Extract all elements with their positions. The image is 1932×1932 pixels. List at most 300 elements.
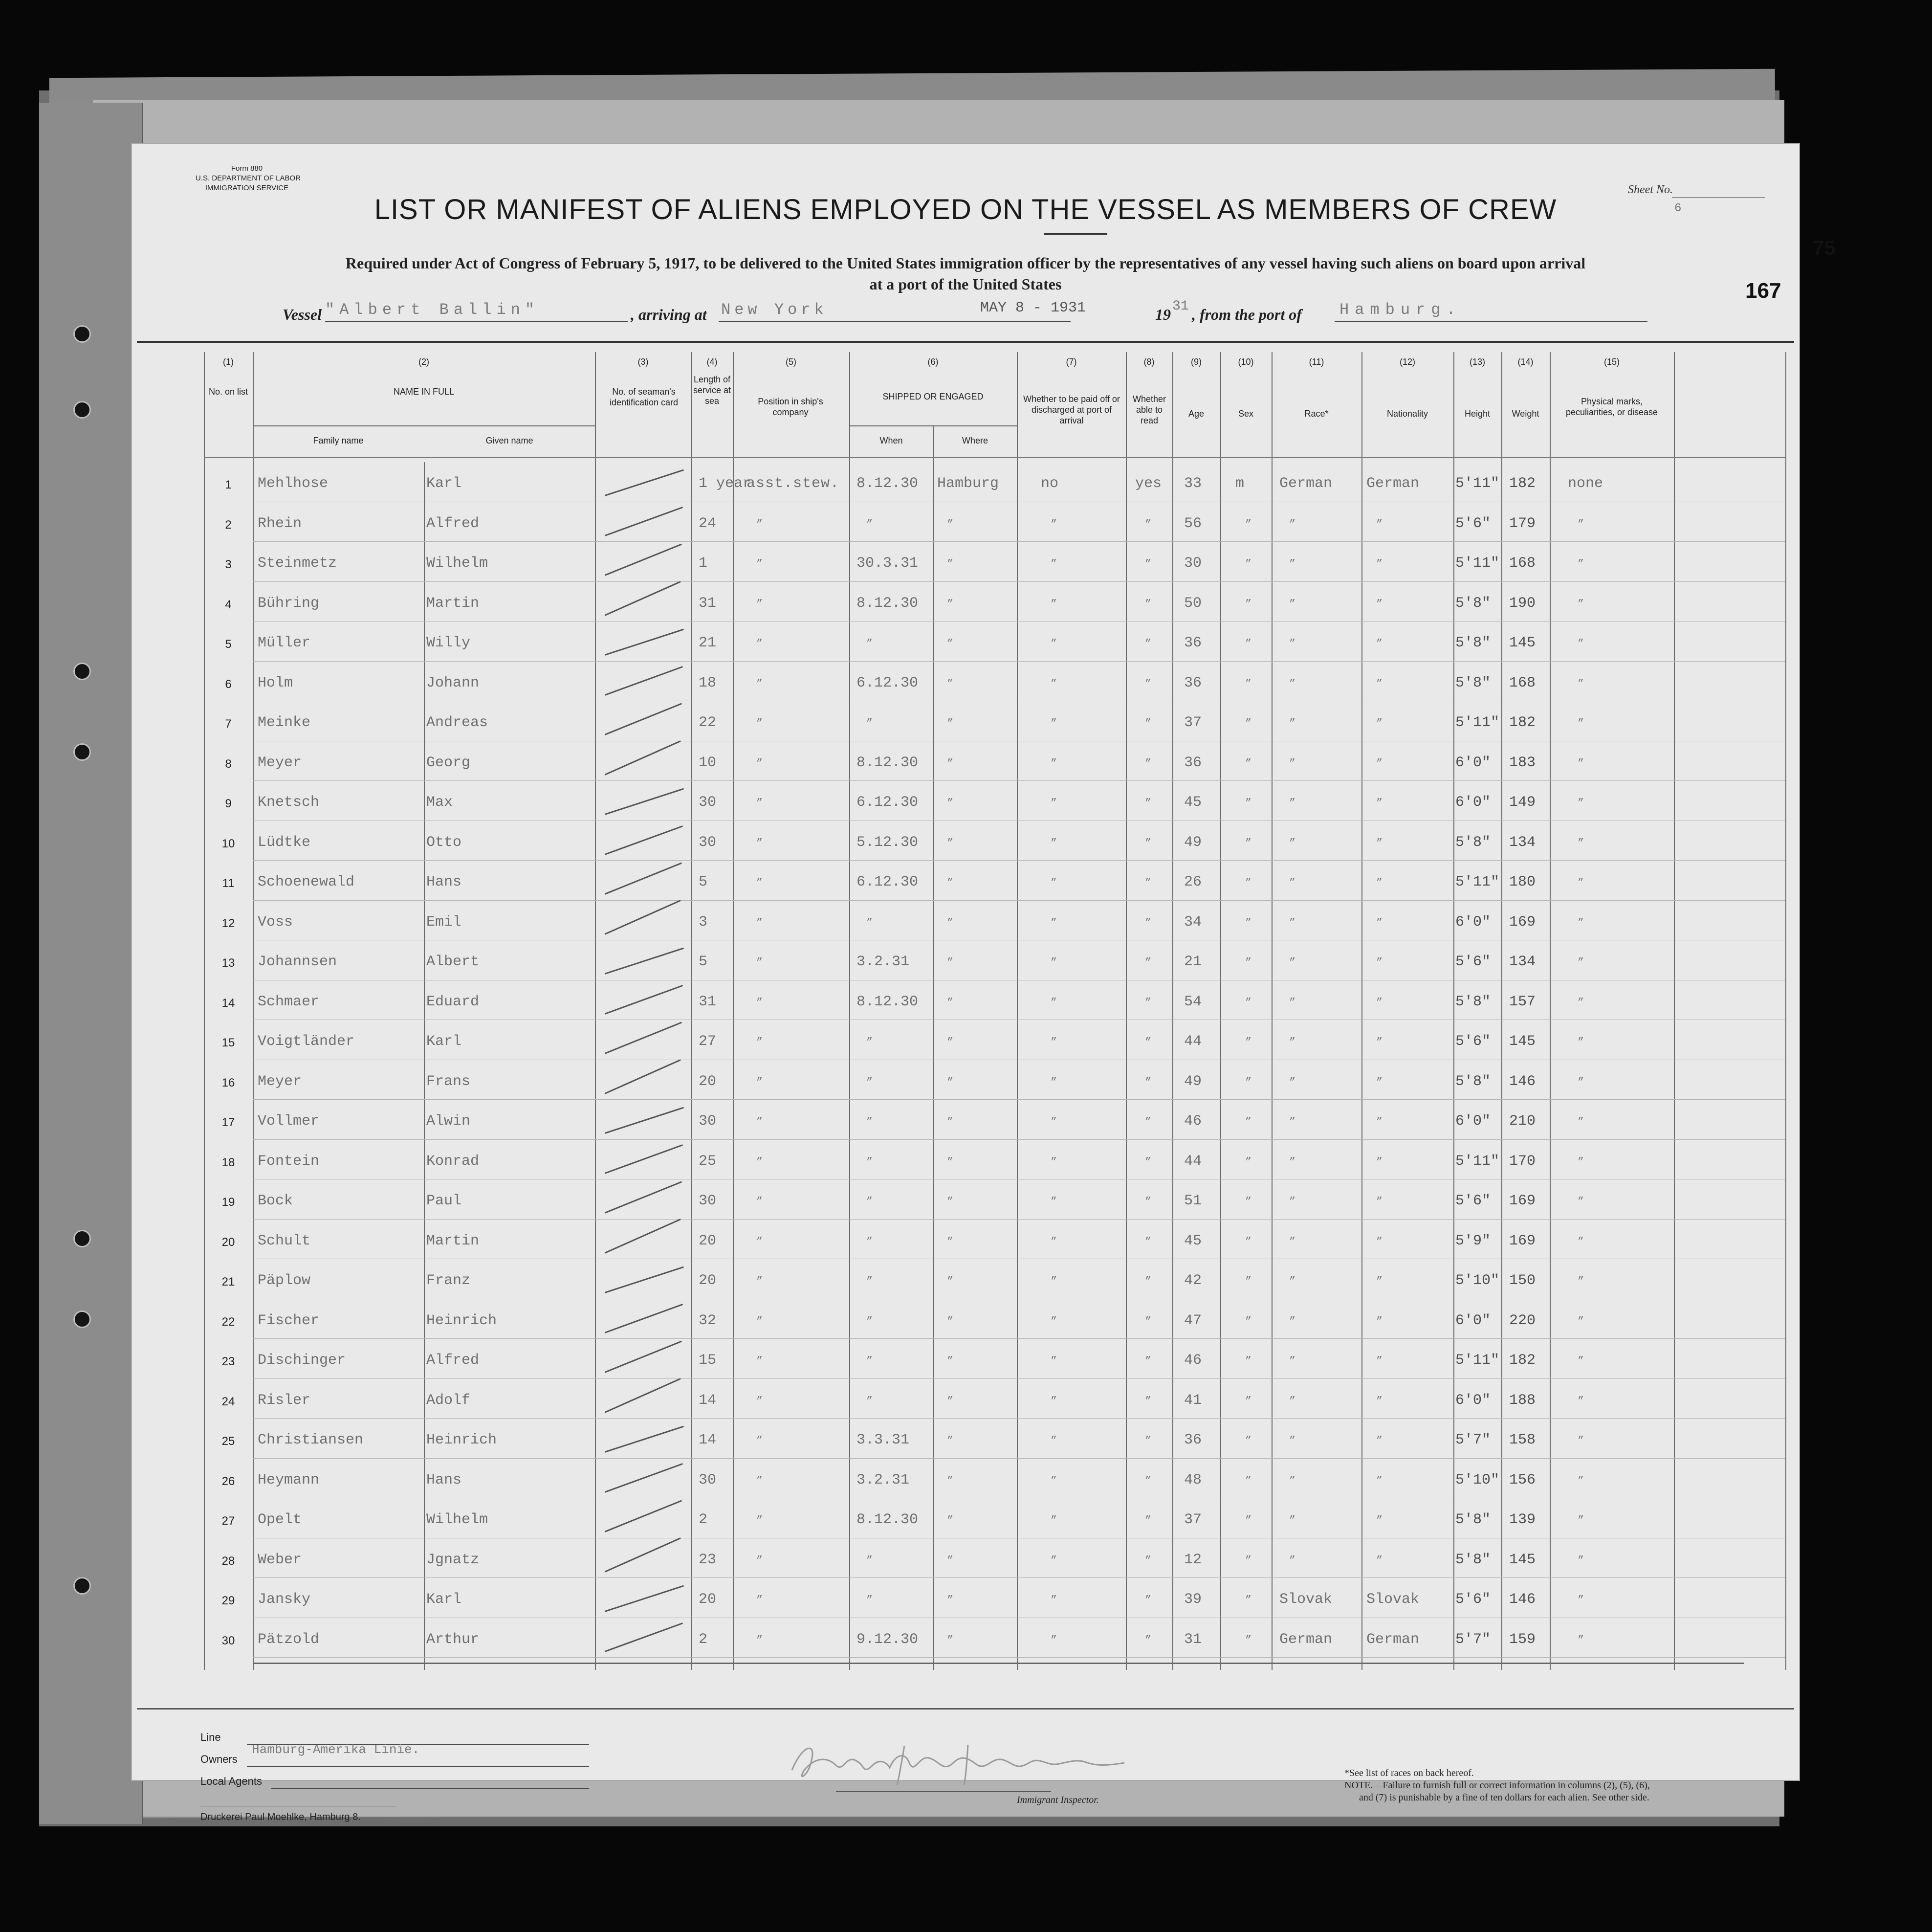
cell-length: 30 (699, 794, 717, 811)
arriving-value: New York (721, 301, 828, 319)
end-of-list-rule (253, 1663, 1744, 1664)
cell-weight: 158 (1509, 1432, 1536, 1448)
row-rule (253, 621, 1785, 622)
ditto-mark: ” (1289, 837, 1296, 849)
cell-when: 8.12.30 (856, 595, 919, 612)
ditto-mark: ” (1578, 837, 1584, 849)
hdr-able-read: Whether able to read (1132, 394, 1166, 425)
card-pen-stroke (605, 1266, 684, 1293)
ditto-mark: ” (1376, 1155, 1383, 1168)
ditto-mark: ” (1051, 1554, 1057, 1567)
cell-height: 5'10" (1455, 1471, 1500, 1488)
cell-height: 5'6" (1455, 954, 1491, 970)
cell-family: Voigtländer (258, 1033, 355, 1050)
cell-where: Hamburg (937, 475, 999, 492)
ditto-mark: ” (1051, 677, 1057, 690)
cell-weight: 146 (1509, 1591, 1536, 1608)
cell-weight: 156 (1509, 1471, 1536, 1488)
ditto-mark: ” (1578, 797, 1584, 809)
ditto-mark: ” (947, 1395, 954, 1407)
hdr-nationality: Nationality (1386, 409, 1428, 419)
cell-given: Willy (426, 635, 471, 651)
cell-age: 39 (1184, 1591, 1202, 1608)
cell-given: Adolf (426, 1392, 471, 1409)
ditto-mark: ” (1578, 1474, 1584, 1487)
cell-when: 8.12.30 (856, 754, 919, 771)
ditto-mark: ” (1289, 1155, 1296, 1168)
ditto-mark: ” (756, 956, 763, 969)
cell-when: 6.12.30 (856, 874, 919, 890)
ditto-mark: ” (1145, 1155, 1152, 1168)
ditto-mark: ” (1145, 1076, 1152, 1088)
column-rule (1220, 352, 1221, 1670)
ditto-mark: ” (1376, 996, 1383, 1009)
column-rule (733, 352, 734, 1670)
ditto-mark: ” (1145, 996, 1152, 1009)
ditto-mark: ” (947, 837, 954, 849)
ditto-mark: ” (1289, 797, 1296, 809)
ditto-mark: ” (756, 1634, 763, 1646)
ditto-mark: ” (947, 1474, 954, 1487)
cell-height: 5'6" (1455, 1033, 1491, 1050)
cell-age: 46 (1184, 1113, 1202, 1130)
card-pen-stroke (604, 1059, 681, 1094)
row-rule (253, 1458, 1785, 1459)
ditto-mark: ” (756, 1155, 763, 1168)
cell-age: 50 (1184, 595, 1202, 612)
card-pen-stroke (604, 703, 682, 735)
ditto-mark: ” (1051, 877, 1057, 889)
ditto-mark: ” (1051, 837, 1057, 849)
cell-height: 5'9" (1455, 1232, 1491, 1249)
cell-length: 18 (699, 674, 717, 691)
cell-age: 33 (1184, 475, 1202, 492)
ditto-mark: ” (1376, 1435, 1383, 1447)
cell-age: 45 (1184, 794, 1202, 811)
cell-weight: 169 (1509, 1232, 1536, 1249)
cell-family: Mehlhose (258, 475, 329, 492)
col-num: (9) (1191, 357, 1202, 367)
inspector-signature (782, 1736, 1134, 1790)
ditto-mark: ” (1051, 518, 1057, 531)
ditto-mark: ” (1376, 598, 1383, 610)
ditto-mark: ” (947, 797, 954, 809)
cell-length: 5 (699, 954, 708, 970)
column-rule (595, 352, 596, 1670)
ditto-mark: ” (1376, 558, 1383, 570)
card-pen-stroke (604, 862, 682, 894)
cell-height: 6'0" (1455, 794, 1491, 811)
cell-family: Päplow (258, 1272, 311, 1289)
cell-length: 31 (699, 595, 717, 612)
cell-weight: 182 (1509, 1352, 1536, 1369)
ditto-mark: ” (1376, 1036, 1383, 1048)
ditto-mark: ” (1145, 677, 1152, 690)
binder-hole (73, 325, 91, 343)
sheet-line (1672, 197, 1765, 198)
cell-length: 30 (699, 834, 717, 851)
ditto-mark: ” (1145, 1036, 1152, 1048)
cell-age: 47 (1184, 1312, 1202, 1329)
cell-family: Voss (258, 913, 293, 931)
owners-label: Owners (200, 1753, 238, 1765)
col-num: (6) (927, 357, 939, 367)
cell-given: Heinrich (426, 1432, 497, 1448)
row-number: 11 (222, 877, 235, 890)
cell-when: 8.12.30 (856, 1511, 919, 1528)
ditto-mark: ” (1145, 1196, 1152, 1208)
ditto-mark: ” (1051, 1474, 1057, 1487)
ditto-mark: ” (947, 1355, 954, 1367)
hdr-physical-marks: Physical marks, peculiarities, or disease (1565, 397, 1658, 417)
ditto-mark: ” (1289, 518, 1296, 531)
cell-height: 5'10" (1455, 1272, 1500, 1289)
cell-given: Johann (426, 674, 480, 691)
cell-height: 6'0" (1455, 913, 1491, 931)
ditto-mark: ” (1051, 996, 1057, 1009)
column-rule (1501, 352, 1502, 1670)
cell-given: Jgnatz (426, 1551, 480, 1568)
ditto-mark: ” (1051, 1514, 1057, 1527)
cell-height: 5'11" (1455, 1352, 1500, 1369)
page-number: 167 (1745, 279, 1781, 303)
ditto-mark: ” (1578, 1196, 1584, 1208)
ditto-mark: ” (1245, 1554, 1252, 1567)
cell-weight: 145 (1509, 635, 1536, 651)
ditto-mark: ” (1289, 996, 1296, 1009)
ditto-mark: ” (947, 1634, 954, 1646)
column-rule (1361, 352, 1362, 1670)
cell-family: Schult (258, 1232, 311, 1249)
row-number: 15 (221, 1036, 235, 1049)
cell-length: 32 (699, 1312, 717, 1329)
ditto-mark: ” (866, 916, 873, 929)
cell-race: German (1279, 475, 1333, 492)
cell-paid: no (1041, 475, 1059, 492)
hdr-name-in-full: NAME IN FULL (393, 387, 455, 397)
row-number: 4 (225, 598, 232, 611)
col-num: (8) (1143, 357, 1155, 367)
cell-when: 6.12.30 (856, 794, 919, 811)
cell-weight: 149 (1509, 794, 1536, 811)
col-num: (15) (1603, 357, 1620, 367)
subtitle-line1: Required under Act of Congress of February 5, 1917, to be delivered to the United States immigration officer by the representatives of any vessel having such aliens on board upon arrival (345, 254, 1586, 272)
ditto-mark: ” (1145, 518, 1152, 531)
binder-hole (73, 1230, 91, 1247)
cell-when: 8.12.30 (856, 993, 919, 1010)
header-subrule (253, 425, 595, 426)
card-pen-stroke (604, 506, 683, 536)
cell-age: 42 (1184, 1272, 1202, 1289)
printer-imprint: Druckerei Paul Moehlke, Hamburg 8. (200, 1812, 361, 1822)
ditto-mark: ” (1051, 717, 1057, 730)
hdr-shipped: SHIPPED OR ENGAGED (882, 392, 984, 401)
ditto-mark: ” (1145, 1554, 1152, 1567)
ditto-mark: ” (1245, 638, 1252, 650)
cell-family: Schoenewald (258, 874, 355, 890)
ditto-mark: ” (1578, 1514, 1584, 1527)
cell-weight: 145 (1509, 1551, 1536, 1568)
from-value: Hamburg. (1339, 301, 1462, 319)
cell-given: Arthur (426, 1631, 480, 1648)
ditto-mark: ” (1376, 1474, 1383, 1487)
row-number: 17 (221, 1116, 235, 1129)
ditto-mark: ” (1376, 1116, 1383, 1128)
subtitle-line2: at a port of the United States (869, 275, 1062, 293)
ditto-mark: ” (756, 797, 763, 809)
hdr-age: Age (1188, 409, 1205, 419)
binder-hole (73, 1577, 91, 1595)
cell-height: 5'11" (1455, 1153, 1500, 1170)
cell-when: 9.12.30 (856, 1631, 919, 1648)
cell-length: 1 year (699, 475, 752, 492)
row-number: 18 (221, 1155, 235, 1169)
vessel-label: Vessel (283, 306, 322, 323)
cell-age: 46 (1184, 1352, 1202, 1369)
ditto-mark: ” (756, 1435, 763, 1447)
ditto-mark: ” (756, 558, 763, 570)
ditto-mark: ” (756, 1275, 763, 1288)
column-rule (691, 352, 692, 1670)
races-note: *See list of races on back hereof. (1344, 1768, 1474, 1778)
cell-family: Fontein (258, 1153, 320, 1170)
ditto-mark: ” (1289, 757, 1296, 770)
cell-height: 5'8" (1455, 1551, 1491, 1568)
ditto-mark: ” (947, 757, 954, 770)
cell-height: 5'8" (1455, 635, 1491, 651)
ditto-mark: ” (756, 1196, 763, 1208)
ditto-mark: ” (1289, 1355, 1296, 1367)
cell-family: Bock (258, 1193, 293, 1209)
card-pen-stroke (604, 740, 681, 775)
ditto-mark: ” (756, 996, 763, 1009)
cell-age: 48 (1184, 1471, 1202, 1488)
row-rule (253, 1099, 1785, 1100)
cell-age: 54 (1184, 993, 1202, 1010)
from-line (1335, 321, 1647, 322)
service: IMMIGRATION SERVICE (205, 184, 289, 192)
cell-age: 36 (1184, 635, 1202, 651)
ditto-mark: ” (947, 1514, 954, 1527)
cell-when: 6.12.30 (856, 674, 919, 691)
cell-given: Alwin (426, 1113, 471, 1130)
cell-length: 24 (699, 515, 717, 532)
row-rule (253, 1219, 1785, 1220)
row-number: 27 (221, 1514, 235, 1528)
row-number: 2 (225, 518, 232, 532)
cell-given: Alfred (426, 515, 480, 532)
col-num: (2) (418, 357, 429, 367)
cell-family: Dischinger (258, 1352, 346, 1369)
ditto-mark: ” (1376, 1076, 1383, 1088)
ditto-mark: ” (1145, 837, 1152, 849)
ditto-mark: ” (756, 638, 763, 650)
ditto-mark: ” (1145, 757, 1152, 770)
card-pen-stroke (604, 580, 681, 616)
ditto-mark: ” (1145, 1116, 1152, 1128)
ditto-mark: ” (1051, 1315, 1057, 1328)
ditto-mark: ” (1051, 797, 1057, 809)
cell-weight: 157 (1509, 993, 1536, 1010)
cell-length: 1 (699, 555, 708, 572)
hdr-where: Where (962, 436, 988, 445)
cell-weight: 169 (1509, 1193, 1536, 1209)
col-num: (10) (1238, 357, 1254, 367)
ditto-mark: ” (756, 1355, 763, 1367)
ditto-mark: ” (947, 1036, 954, 1048)
ditto-mark: ” (947, 1554, 954, 1567)
ditto-mark: ” (1145, 1435, 1152, 1447)
ditto-mark: ” (756, 877, 763, 889)
hdr-sex: Sex (1238, 409, 1254, 419)
ditto-mark: ” (1578, 916, 1584, 929)
card-pen-stroke (605, 629, 684, 656)
ditto-mark: ” (1289, 1196, 1296, 1208)
ditto-mark: ” (1578, 1315, 1584, 1328)
ditto-mark: ” (947, 1116, 954, 1128)
ditto-mark: ” (756, 1116, 763, 1128)
cell-given: Karl (426, 1033, 462, 1050)
ditto-mark: ” (866, 717, 873, 730)
cell-family: Opelt (258, 1511, 302, 1528)
cell-when: 5.12.30 (856, 834, 919, 851)
cell-weight: 188 (1509, 1392, 1536, 1409)
cell-age: 26 (1184, 874, 1202, 890)
cell-weight: 146 (1509, 1073, 1536, 1090)
ditto-mark: ” (1051, 956, 1057, 969)
date-stamp: MAY 8 - 1931 (980, 300, 1086, 316)
ditto-mark: ” (1051, 1275, 1057, 1288)
row-number: 10 (221, 837, 235, 850)
cell-length: 14 (699, 1432, 717, 1448)
card-pen-stroke (604, 1463, 683, 1492)
row-number: 14 (221, 996, 235, 1010)
ditto-mark: ” (1245, 1315, 1252, 1328)
cell-family: Christiansen (258, 1432, 364, 1448)
crew-table (204, 352, 1788, 1670)
cell-when: 3.2.31 (856, 954, 910, 970)
cell-family: Meinke (258, 714, 311, 731)
agents-label: Local Agents (200, 1775, 262, 1787)
cell-height: 5'8" (1455, 1511, 1491, 1528)
ditto-mark: ” (1245, 877, 1252, 889)
col-num: (5) (786, 357, 796, 367)
column-rule (1674, 352, 1675, 1670)
cell-age: 51 (1184, 1193, 1202, 1209)
cell-height: 5'8" (1455, 993, 1491, 1010)
ditto-mark: ” (1145, 1235, 1152, 1248)
cell-given: Paul (426, 1193, 462, 1209)
row-rule (253, 581, 1785, 582)
ditto-mark: ” (866, 1355, 873, 1367)
ditto-mark: ” (1245, 757, 1252, 770)
card-pen-stroke (605, 1107, 684, 1134)
ditto-mark: ” (1376, 717, 1383, 730)
cell-nationality: Slovak (1366, 1591, 1420, 1608)
ditto-mark: ” (1578, 638, 1584, 650)
row-number: 8 (225, 757, 232, 771)
cell-weight: 168 (1509, 555, 1536, 572)
row-number: 26 (221, 1474, 235, 1488)
ditto-mark: ” (1289, 877, 1296, 889)
ditto-mark: ” (756, 677, 763, 690)
title-underline (1044, 233, 1107, 235)
ditto-mark: ” (756, 1235, 763, 1248)
cell-weight: 190 (1509, 595, 1536, 612)
column-rule (1126, 352, 1127, 1670)
cell-length: 20 (699, 1591, 717, 1608)
cell-height: 5'6" (1455, 515, 1491, 532)
card-pen-stroke (604, 1340, 682, 1373)
cell-given: Karl (426, 1591, 462, 1608)
row-number: 6 (225, 677, 232, 691)
cell-age: 37 (1184, 714, 1202, 731)
penalty-note-cont: and (7) is punishable by a fine of ten dollars for each alien. See other side. (1359, 1792, 1649, 1803)
arriving-label: , arriving at (631, 306, 707, 323)
row-number: 1 (225, 478, 232, 491)
cell-length: 2 (699, 1631, 708, 1648)
card-pen-stroke (604, 1622, 683, 1652)
ditto-mark: ” (1245, 518, 1252, 531)
ditto-mark: ” (1051, 598, 1057, 610)
ditto-mark: ” (1578, 1634, 1584, 1646)
ditto-mark: ” (1145, 797, 1152, 809)
cell-height: 5'6" (1455, 1591, 1491, 1608)
ditto-mark: ” (1245, 1235, 1252, 1248)
row-number: 24 (221, 1395, 235, 1408)
cell-length: 3 (699, 913, 708, 931)
inspector-line (836, 1791, 1051, 1792)
cell-height: 5'11" (1455, 555, 1500, 572)
footer-rule (137, 1708, 1794, 1710)
ditto-mark: ” (1245, 1155, 1252, 1168)
ditto-mark: ” (866, 1315, 873, 1328)
cell-given: Konrad (426, 1153, 480, 1170)
row-number: 23 (221, 1355, 235, 1368)
ditto-mark: ” (1376, 916, 1383, 929)
ditto-mark: ” (756, 837, 763, 849)
ditto-mark: ” (1145, 1474, 1152, 1487)
ditto-mark: ” (866, 1076, 873, 1088)
ditto-mark: ” (1051, 1196, 1057, 1208)
penalty-note: NOTE.—Failure to furnish full or correct information in columns (2), (5), (6), (1344, 1780, 1650, 1791)
cell-age: 37 (1184, 1511, 1202, 1528)
ditto-mark: ” (1376, 877, 1383, 889)
cell-age: 56 (1184, 515, 1202, 532)
cell-nationality: German (1366, 1631, 1420, 1648)
cell-nationality: German (1366, 475, 1420, 492)
ditto-mark: ” (866, 1196, 873, 1208)
cell-weight: 134 (1509, 834, 1536, 851)
col-num: (12) (1399, 357, 1415, 367)
cell-length: 30 (699, 1113, 717, 1130)
cell-length: 20 (699, 1073, 717, 1090)
ditto-mark: ” (1051, 1116, 1057, 1128)
ditto-mark: ” (1376, 1275, 1383, 1288)
cell-length: 22 (699, 714, 717, 731)
ditto-mark: ” (866, 1554, 873, 1567)
ditto-mark: ” (1376, 797, 1383, 809)
cell-age: 36 (1184, 754, 1202, 771)
ditto-mark: ” (756, 1474, 763, 1487)
cell-given: Hans (426, 1471, 462, 1488)
card-pen-stroke (605, 469, 684, 496)
card-pen-stroke (604, 1218, 681, 1253)
cell-family: Lüdtke (258, 834, 311, 851)
binder-hole (73, 401, 91, 419)
ditto-mark: ” (1578, 877, 1584, 889)
cell-age: 12 (1184, 1551, 1202, 1568)
